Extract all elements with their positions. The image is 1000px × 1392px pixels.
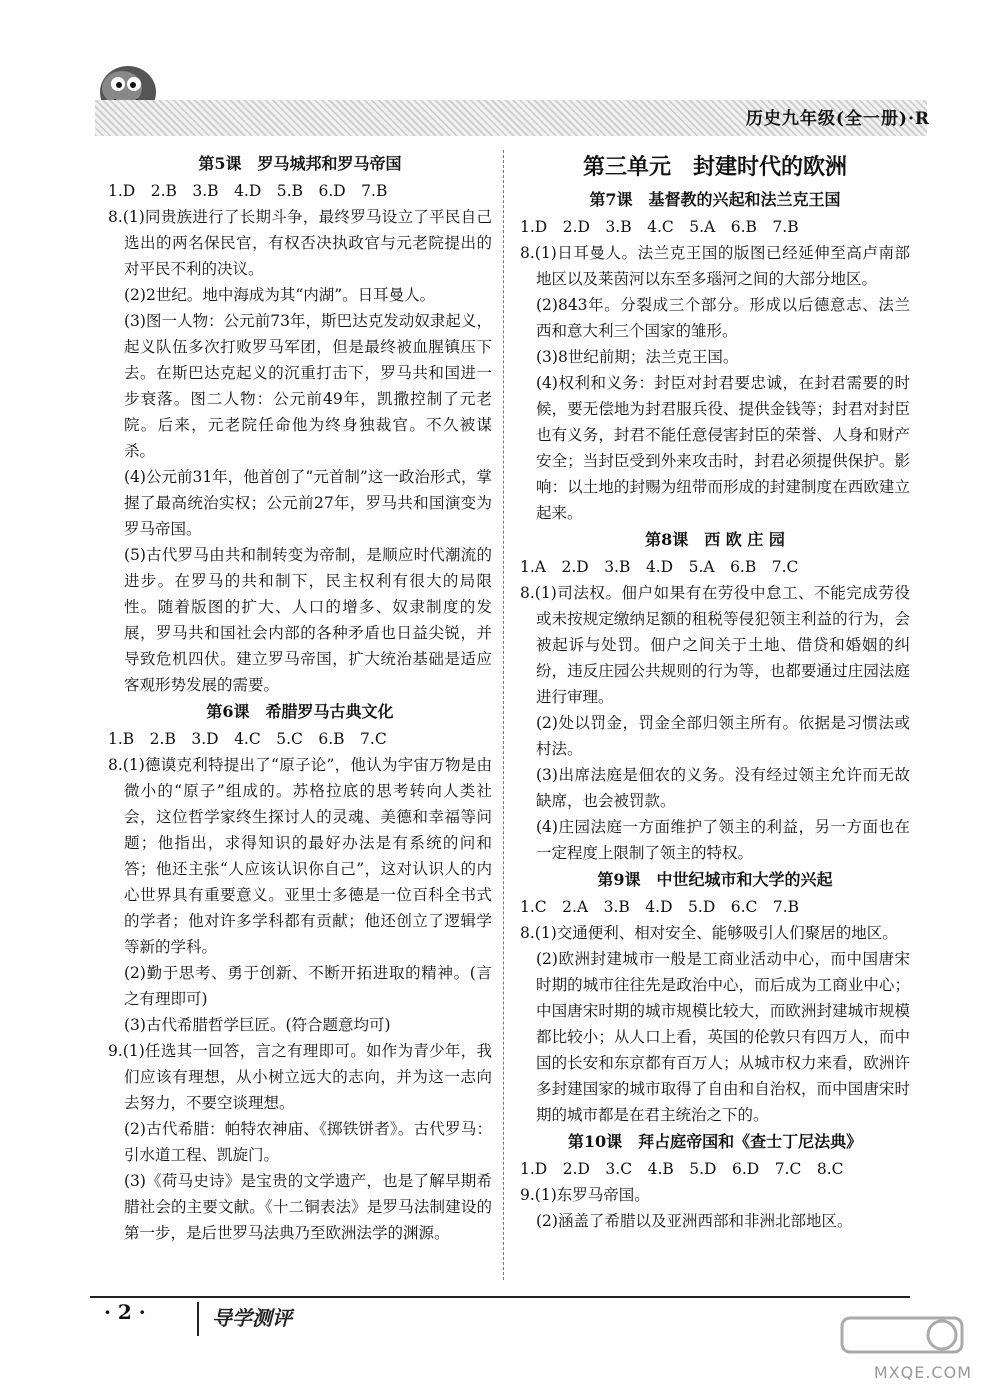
choice-answers: 1.C 2.A 3.B 4.D 5.D 6.C 7.B xyxy=(520,898,800,916)
answer-subitem: (2)勤于思考、勇于创新、不断开拓进取的精神。(言之有理即可) xyxy=(124,964,492,1008)
answer-subitem: (5)古代罗马由共和制转变为帝制，是顺应时代潮流的进步。在罗马的共和制下，民主权利有很大的局限性。随着版图的扩大、人口的增多、奴隶制度的发展，罗马共和国社会内部的各种矛盾也日益尖锐，并导致危机四伏。建立罗马帝国，扩大统治基础是适应客观形势发展的需要。 xyxy=(124,546,492,694)
lesson-title: 第8课 西 欧 庄 园 xyxy=(645,530,785,549)
header-title: 历史九年级(全一册)·R xyxy=(745,109,930,129)
answer-subitem: (3)《荷马史诗》是宝贵的文学遗产，也是了解早期希腊社会的主要文献。《十二铜表法》是罗马法制建设的第一步，是后世罗马法典乃至欧洲法学的渊源。 xyxy=(124,1172,492,1242)
answer-item: 8.(1)德谟克利特提出了“原子论”，他认为宇宙万物是由微小的“原子”组成的。苏格拉底的思考转向人类社会，这位哲学家终生探讨人的灵魂、美德和幸福等问题；他指出，求得知识的最好办法是有系统的问和答；他还主张“人应该认识你自己”，这对认识人的内心世界具有重要意义。亚里士多德是一位百科全书式的学者；他对许多学科都有贡献；他还创立了逻辑学等新的学科。 xyxy=(108,756,492,956)
choice-answers: 1.D 2.D 3.B 4.C 5.A 6.B 7.B xyxy=(520,218,799,236)
left-column xyxy=(108,150,492,1246)
lesson-title: 第6课 希腊罗马古典文化 xyxy=(206,702,394,721)
column-divider xyxy=(503,150,504,1280)
answer-subitem: (3)古代希腊哲学巨匠。(符合题意均可) xyxy=(124,1016,391,1034)
choice-answers: 1.A 2.D 3.B 4.D 5.A 6.B 7.C xyxy=(520,558,799,576)
answer-subitem: (2)处以罚金，罚金全部归领主所有。依据是习惯法或村法。 xyxy=(536,714,910,758)
answer-item: 8.(1)交通便利、相对安全、能够吸引人们聚居的地区。 xyxy=(520,924,898,942)
lesson-title: 第9课 中世纪城市和大学的兴起 xyxy=(597,870,833,889)
choice-answers: 1.D 2.D 3.C 4.B 5.D 6.D 7.C 8.C xyxy=(520,1160,844,1178)
answer-subitem: (3)8世纪前期；法兰克王国。 xyxy=(536,348,739,366)
answer-subitem: (4)公元前31年，他首创了“元首制”这一政治形式，掌握了最高统治实权；公元前27年，罗马共和国演变为罗马帝国。 xyxy=(124,468,492,538)
answer-subitem: (3)图一人物：公元前73年，斯巴达克发动奴隶起义，起义队伍多次打败罗马军团，但是最终被血腥镇压下去。在斯巴达克起义的沉重打击下，罗马共和国进一步衰落。图二人物：公元前49年，凯撒控制了元老院。后来，元老院任命他为终身独裁官。不久被谋杀。 xyxy=(124,312,492,460)
footer-rule xyxy=(90,1296,910,1298)
answer-subitem: (3)出席法庭是佃农的义务。没有经过领主允许而无故缺席，也会被罚款。 xyxy=(536,766,910,810)
answer-subitem: (2)2世纪。地中海成为其“内湖”。日耳曼人。 xyxy=(124,286,436,304)
lesson-title: 第10课 拜占庭帝国和《查士丁尼法典》 xyxy=(567,1132,863,1151)
right-column xyxy=(520,150,910,1234)
lesson-title: 第7课 基督教的兴起和法兰克王国 xyxy=(589,190,841,209)
choice-answers: 1.B 2.B 3.D 4.C 5.C 6.B 7.C xyxy=(108,730,387,748)
watermark-text: MXQE.COM xyxy=(873,1363,972,1382)
answer-item: 9.(1)东罗马帝国。 xyxy=(520,1186,650,1204)
answer-item: 8.(1)同贵族进行了长期斗争，最终罗马设立了平民自己选出的两名保民官，有权否决执政官与元老院提出的对平民不利的决议。 xyxy=(108,208,492,278)
answer-item: 8.(1)日耳曼人。法兰克王国的版图已经延伸至高卢南部地区以及莱茵河以东至多瑙河之间的大部分地区。 xyxy=(520,244,910,288)
choice-answers: 1.D 2.B 3.B 4.D 5.B 6.D 7.B xyxy=(108,182,388,200)
footer-separator xyxy=(197,1302,199,1336)
answer-item: 8.(1)司法权。佃户如果有在劳役中怠工、不能完成劳役或未按规定缴纳足额的租税等侵犯领主利益的行为，会被起诉与处罚。佃户之间关于土地、借贷和婚姻的纠纷，违反庄园公共规则的行为等，也都要通过庄园法庭进行审理。 xyxy=(520,584,910,706)
answer-item: 9.(1)任选其一回答，言之有理即可。如作为青少年，我们应该有理想，从小树立远大的志向，并为这一志向去努力，不要空谈理想。 xyxy=(108,1042,492,1112)
answer-subitem: (2)843年。分裂成三个部分。形成以后德意志、法兰西和意大利三个国家的雏形。 xyxy=(536,296,910,340)
page-number: · 2 · xyxy=(104,1300,146,1324)
answer-subitem: (4)庄园法庭一方面维护了领主的利益，另一方面也在一定程度上限制了领主的特权。 xyxy=(536,818,910,862)
answer-subitem: (2)古代希腊：帕特农神庙、《掷铁饼者》。古代罗马：引水道工程、凯旋门。 xyxy=(124,1120,492,1164)
unit-title: 第三单元 封建时代的欧洲 xyxy=(582,154,847,180)
answer-subitem: (2)涵盖了希腊以及亚洲西部和非洲北部地区。 xyxy=(536,1212,853,1230)
lesson-title: 第5课 罗马城邦和罗马帝国 xyxy=(198,154,402,173)
answer-subitem: (2)欧洲封建城市一般是工商业活动中心，而中国唐宋时期的城市往往先是政治中心，而后成为工商业中心；中国唐宋时期的城市规模比较大，而欧洲封建城市规模都比较小；从人口上看，英国的伦敦只有四万人，而中国的长安和东京都有百万人；从城市权力来看，欧洲许多封建国家的城市取得了自由和自治权，而中国唐宋时期的城市都是在君主统治之下的。 xyxy=(536,950,910,1124)
footer-brand: 导学测评 xyxy=(212,1306,292,1330)
answer-subitem: (4)权利和义务：封臣对封君要忠诚，在封君需要的时候，要无偿地为封君服兵役、提供金钱等；封君对封臣也有义务，封君不能任意侵害封臣的荣誉、人身和财产安全；当封臣受到外来攻击时，封君必须提供保护。影响：以土地的封赐为纽带而形成的封建制度在西欧建立起来。 xyxy=(536,374,910,522)
